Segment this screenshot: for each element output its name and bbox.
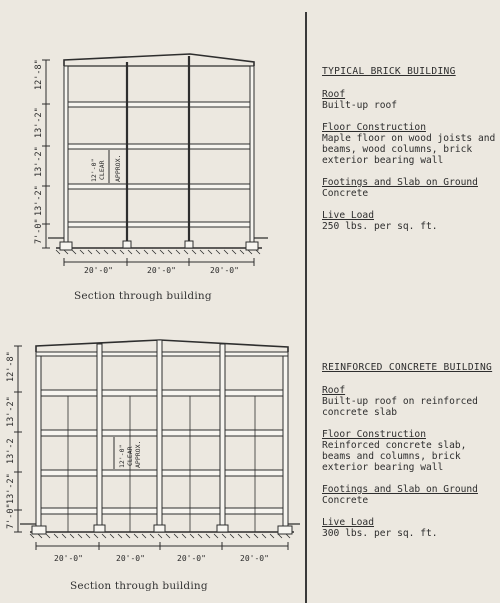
spec-value: Reinforced concrete slab, beams and columns, brick exterior bearing wall [322,440,467,473]
spec-label: Floor Construction [322,122,426,133]
spec-item [322,385,500,418]
spec-value: Concrete [322,188,369,199]
vertical-divider [305,12,307,603]
bay-dimension: 20'-0" [147,266,176,275]
spec-value: Maple floor on wood joists and beams, wood columns, brick exterior bearing wall [322,133,496,166]
section-caption: Section through building [70,580,208,592]
story-height-label: 7'-0" [6,503,16,529]
brick-building-specs [322,66,500,243]
spec-value: 250 lbs. per sq. ft. [322,221,438,232]
bay-dimension: 20'-0" [54,554,83,563]
story-height-label: 13'-2" [6,473,16,504]
story-height-label: 12'-8" [6,351,16,382]
story-height-label: 7'-0" [34,218,44,244]
story-height-label: 13'-2" [34,185,44,216]
bay-dimension: 20'-0" [177,554,206,563]
spec-label: Live Load [322,210,374,221]
spec-item [322,517,500,539]
story-height-label: 13'-2 [6,438,16,464]
spec-value: Built-up roof on reinforced concrete slab [322,396,478,418]
spec-item [322,429,500,473]
spec-title: REINFORCED CONCRETE BUILDING [322,362,493,373]
spec-item [322,89,500,111]
spec-label: Footings and Slab on Ground [322,484,478,495]
spec-item [322,177,500,199]
story-height-label: 13'-2" [6,396,16,427]
concrete-building-section [0,300,300,600]
clear-height-note: APPROX. [114,154,122,182]
clear-height-note: CLEAR [98,160,106,180]
clear-height-note: 12'-0" [90,158,98,182]
story-height-label: 13'-2" [34,107,44,138]
bay-dimension: 20'-0" [116,554,145,563]
spec-value: Concrete [322,495,369,506]
spec-label: Roof [322,89,346,100]
concrete-building-specs [322,362,500,550]
spec-label: Live Load [322,517,374,528]
spec-title: TYPICAL BRICK BUILDING [322,66,456,77]
spec-label: Footings and Slab on Ground [322,177,478,188]
spec-value: Built-up roof [322,100,398,111]
section-caption: Section through building [74,290,212,302]
story-height-label: 12'-8" [34,59,44,90]
bay-dimension: 20'-0" [84,266,113,275]
spec-value: 300 lbs. per sq. ft. [322,528,438,539]
spec-item [322,484,500,506]
spec-item [322,210,500,232]
clear-height-note: 12'-0" [118,444,126,468]
clear-height-note: APPROX. [134,440,142,468]
bay-dimension: 20'-0" [240,554,269,563]
clear-height-note: CLEAR [126,446,134,466]
spec-label: Roof [322,385,346,396]
spec-item [322,122,500,166]
spec-label: Floor Construction [322,429,426,440]
brick-building-section [0,0,300,300]
story-height-label: 13'-2" [34,146,44,177]
bay-dimension: 20'-0" [210,266,239,275]
